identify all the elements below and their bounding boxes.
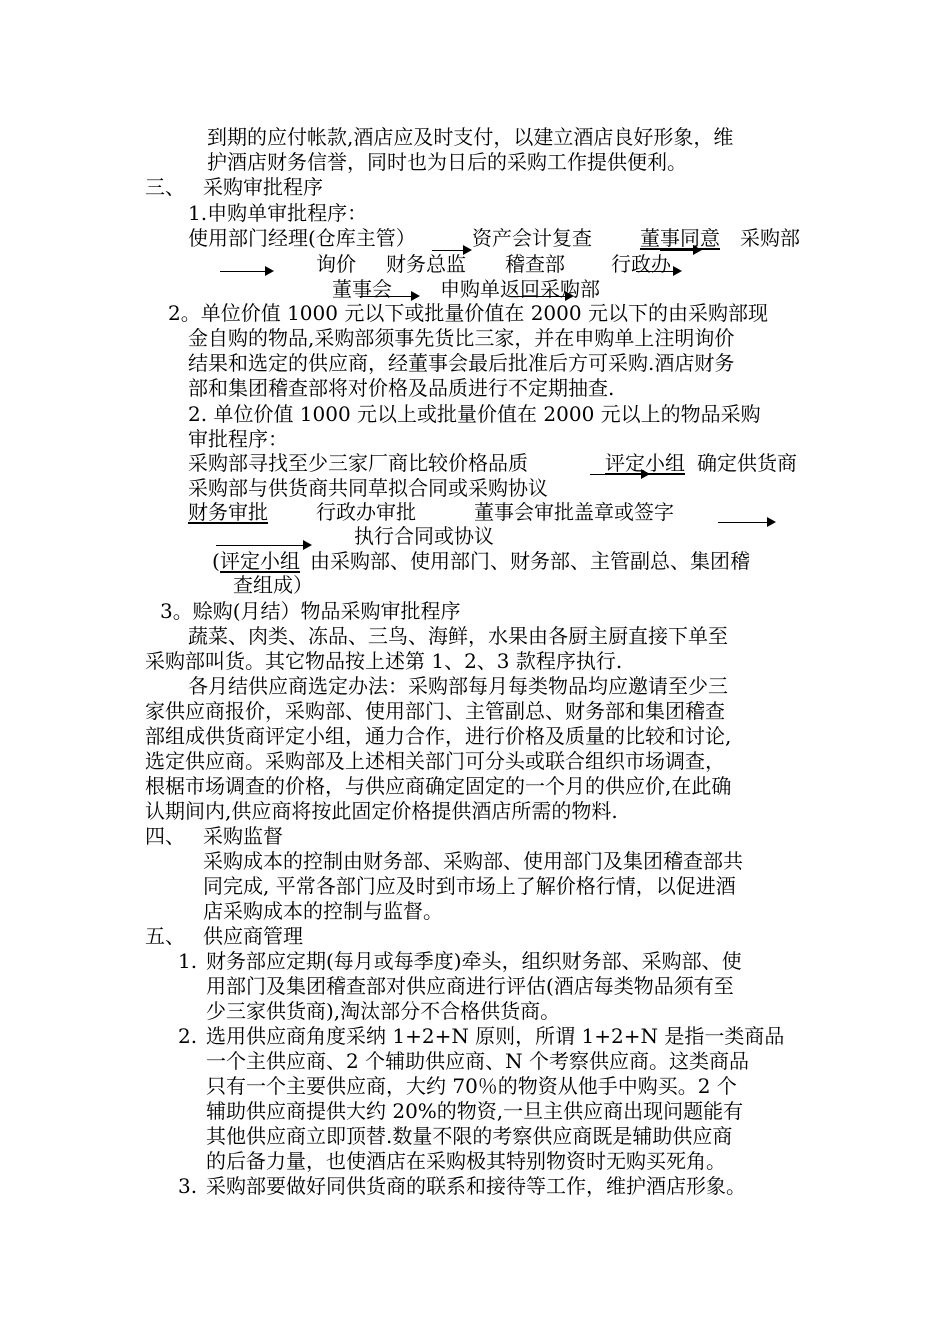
text-line: 只有一个主要供应商，大约 70％的物资从他手中购买。2 个 — [206, 1074, 737, 1098]
flow-step: 执行合同或协议 — [354, 524, 494, 548]
text-line: 根椐市场调查的价格，与供应商确定固定的一个月的供应价,在此确 — [145, 774, 732, 798]
text-line: 由采购部、使用部门、财务部、主管副总、集团稽 — [310, 549, 750, 573]
subheading: 3。赊购(月结）物品采购审批程序 — [160, 599, 461, 623]
text-line: 查组成） — [233, 573, 313, 597]
text-line: 辅助供应商提供大约 20%的物资,一旦主供应商出现问题能有 — [206, 1099, 744, 1123]
text-line: 到期的应付帐款,酒店应及时支付，以建立酒店良好形象，维 — [207, 125, 734, 149]
flow-arrow — [636, 271, 680, 272]
text-line: 的后备力量，也使酒店在采购极其特别物资时无购买死角。 — [206, 1149, 726, 1173]
text-line: 审批程序： — [188, 427, 288, 451]
flow-arrow — [216, 545, 310, 546]
text-line: 家供应商报价，采购部、使用部门、主管副总、财务部和集团稽查 — [145, 699, 725, 723]
flow-step: 董事会审批盖章或签字 — [474, 500, 674, 524]
text-line: 2。单位价值 1000 元以下或批量价值在 2000 元以下的由采购部现 — [168, 301, 768, 325]
flow-step: 董事会 — [332, 277, 392, 301]
text-line: 各月结供应商选定办法：采购部每月每类物品均应邀请至少三 — [188, 674, 728, 698]
text-line: 同完成, 平常各部门应及时到市场上了解价格行情，以促进酒 — [203, 874, 736, 898]
text-line: 护酒店财务信誉，同时也为日后的采购工作提供便利。 — [207, 150, 687, 174]
flow-arrow — [360, 296, 418, 297]
section-number: 三、 — [145, 175, 185, 199]
text-line: 结果和选定的供应商，经董事会最后批准后方可采购.酒店财务 — [188, 351, 735, 375]
section-number: 五、 — [145, 924, 185, 948]
flow-step: 行政办 — [611, 252, 671, 276]
flow-step: 采购部与供货商共同草拟合同或采购协议 — [188, 476, 548, 500]
text-line: 采购部要做好同供货商的联系和接待等工作，维护酒店形象。 — [206, 1174, 746, 1198]
flow-step: 财务审批 — [188, 500, 268, 524]
flow-step: 询价 — [316, 252, 356, 276]
list-number: 3. — [178, 1174, 198, 1198]
text-line: 采购部叫货。其它物品按上述第 1、2、3 款程序执行. — [145, 649, 623, 673]
flow-step: 资产会计复查 — [472, 226, 592, 250]
flow-step: 稽查部 — [505, 252, 565, 276]
list-number: 2. — [178, 1024, 198, 1048]
text-line: 部和集团稽查部将对价格及品质进行不定期抽查. — [188, 376, 615, 400]
text-line: 金自购的物品,采购部须事先货比三家，并在申购单上注明询价 — [188, 326, 735, 350]
section-heading: 供应商管理 — [203, 924, 303, 948]
text-line: 少三家供货商),淘汰部分不合格供货商。 — [206, 999, 561, 1023]
text-line: 认期间内,供应商将按此固定价格提供酒店所需的物料. — [145, 799, 618, 823]
text-line: 部组成供货商评定小组，通力合作，进行价格及质量的比较和讨论, — [145, 724, 732, 748]
text-line: 财务部应定期(每月或每季度)牵头，组织财务部、采购部、使 — [206, 949, 742, 973]
text-line: 2. 单位价值 1000 元以上或批量价值在 2000 元以上的物品采购 — [188, 402, 761, 426]
section-heading: 采购监督 — [203, 824, 283, 848]
flow-step: 采购部寻找至少三家厂商比较价格品质 — [188, 451, 528, 475]
flow-arrow — [220, 271, 272, 272]
flow-step: 采购部 — [740, 226, 800, 250]
text-line: 其他供应商立即顶替.数量不限的考察供应商既是辅助供应商 — [206, 1124, 733, 1148]
flow-arrow — [590, 474, 648, 475]
section-number: 四、 — [145, 824, 185, 848]
flow-step: 行政办审批 — [316, 500, 416, 524]
flow-step: 财务总监 — [386, 252, 466, 276]
section-heading: 采购审批程序 — [203, 175, 323, 199]
text-line: 采购成本的控制由财务部、采购部、使用部门及集团稽查部共 — [203, 849, 743, 873]
subheading: 1.申购单审批程序： — [188, 201, 368, 225]
flow-step: 评定小组 — [605, 451, 685, 475]
paren: ( — [212, 549, 220, 573]
text-line: 选用供应商角度采纳 1+2+N 原则，所谓 1+2+N 是指一类商品 — [206, 1024, 785, 1048]
flow-arrow — [718, 522, 774, 523]
flow-arrow — [512, 296, 572, 297]
text-line: 蔬菜、肉类、冻品、三鸟、海鲜，水果由各厨主厨直接下单至 — [188, 624, 728, 648]
text-line: 选定供应商。采购部及上述相关部门可分头或联合组织市场调查， — [145, 749, 725, 773]
flow-step: 董事同意 — [640, 226, 720, 250]
flow-step: 使用部门经理(仓库主管） — [188, 226, 416, 250]
flow-step: 确定供货商 — [697, 451, 797, 475]
flow-step: 申购单返回采购部 — [440, 277, 600, 301]
text-line: 用部门及集团稽查部对供应商进行评估(酒店每类物品须有至 — [206, 974, 734, 998]
note-term: 评定小组 — [220, 549, 300, 573]
text-line: 一个主供应商、2 个辅助供应商、N 个考察供应商。这类商品 — [206, 1049, 749, 1073]
text-line: 店采购成本的控制与监督。 — [203, 899, 443, 923]
list-number: 1. — [178, 949, 198, 973]
